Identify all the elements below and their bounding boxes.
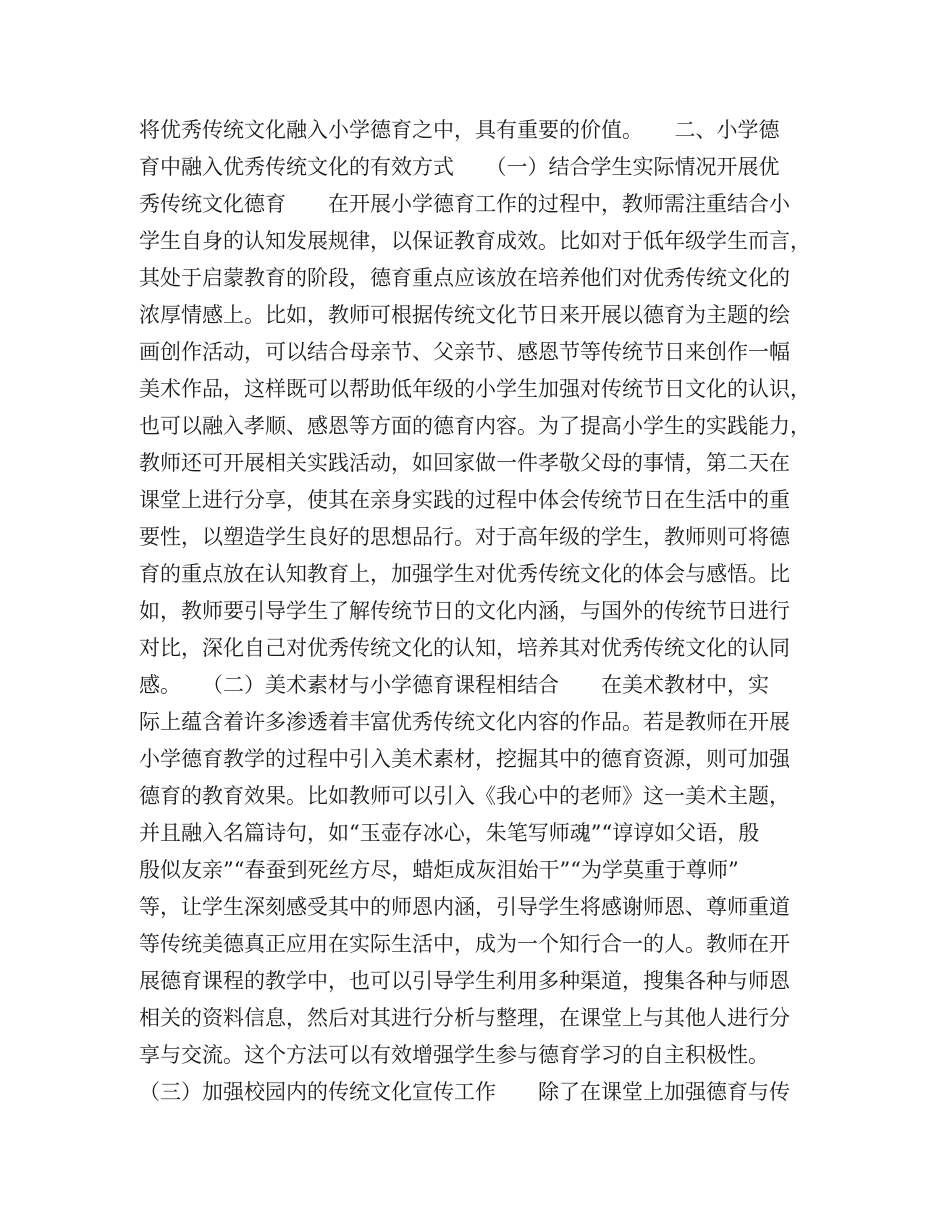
text-line: 相关的资料信息，然后对其进行分析与整理，在课堂上与其他人进行分 — [139, 1006, 790, 1030]
text-line: 育中融入优秀传统文化的有效方式 （一）结合学生实际情况开展优 — [139, 155, 780, 179]
text-line: 美术作品，这样既可以帮助低年级的小学生加强对传统节日文化的认识， — [139, 377, 811, 401]
text-line: 殷似友亲”“春蚕到死丝方尽，蜡炬成灰泪始干”“为学莫重于尊师” — [139, 858, 739, 882]
text-line: 课堂上进行分享，使其在亲身实践的过程中体会传统节日在生活中的重 — [139, 488, 790, 512]
text-line: 如，教师要引导学生了解传统节日的文化内涵，与国外的传统节日进行 — [139, 599, 790, 623]
text-line: 要性，以塑造学生良好的思想品行。对于高年级的学生，教师则可将德 — [139, 525, 790, 549]
text-line: 秀传统文化德育 在开展小学德育工作的过程中，教师需注重结合小 — [139, 192, 790, 216]
text-line: （三）加强校园内的传统文化宣传工作 除了在课堂上加强德育与传 — [139, 1080, 790, 1104]
text-line: 展德育课程的教学中，也可以引导学生利用多种渠道，搜集各种与师恩 — [139, 969, 790, 993]
text-line: 对比，深化自己对优秀传统文化的认知，培养其对优秀传统文化的认同 — [139, 636, 790, 660]
text-line: 享与交流。这个方法可以有效增强学生参与德育学习的自主积极性。 — [139, 1043, 769, 1067]
text-line: 育的重点放在认知教育上，加强学生对优秀传统文化的体会与感悟。比 — [139, 562, 790, 586]
text-line: 其处于启蒙教育的阶段，德育重点应该放在培养他们对优秀传统文化的 — [139, 266, 790, 290]
text-line: 德育的教育效果。比如教师可以引入《我心中的老师》这一美术主题， — [139, 784, 790, 808]
text-line: 等，让学生深刻感受其中的师恩内涵，引导学生将感谢师恩、尊师重道 — [139, 895, 790, 919]
text-line: 将优秀传统文化融入小学德育之中，具有重要的价值。 二、小学德 — [139, 118, 780, 142]
text-line: 等传统美德真正应用在实际生活中，成为一个知行合一的人。教师在开 — [139, 932, 790, 956]
body-text — [139, 112, 829, 1111]
text-line: 学生自身的认知发展规律，以保证教育成效。比如对于低年级学生而言， — [139, 229, 811, 253]
text-line: 并且融入名篇诗句，如“玉壶存冰心，朱笔写师魂”“谆谆如父语，殷 — [139, 821, 760, 845]
text-line: 际上蕴含着许多渗透着丰富优秀传统文化内容的作品。若是教师在开展 — [139, 710, 790, 734]
text-line: 画创作活动，可以结合母亲节、父亲节、感恩节等传统节日来创作一幅 — [139, 340, 790, 364]
text-line: 也可以融入孝顺、感恩等方面的德育内容。为了提高小学生的实践能力， — [139, 414, 811, 438]
text-line: 小学德育教学的过程中引入美术素材，挖掘其中的德育资源，则可加强 — [139, 747, 790, 771]
text-line: 教师还可开展相关实践活动，如回家做一件孝敬父母的事情，第二天在 — [139, 451, 790, 475]
text-line: 浓厚情感上。比如，教师可根据传统文化节日来开展以德育为主题的绘 — [139, 303, 790, 327]
text-line: 感。 （二）美术素材与小学德育课程相结合 在美术教材中，实 — [139, 673, 769, 697]
